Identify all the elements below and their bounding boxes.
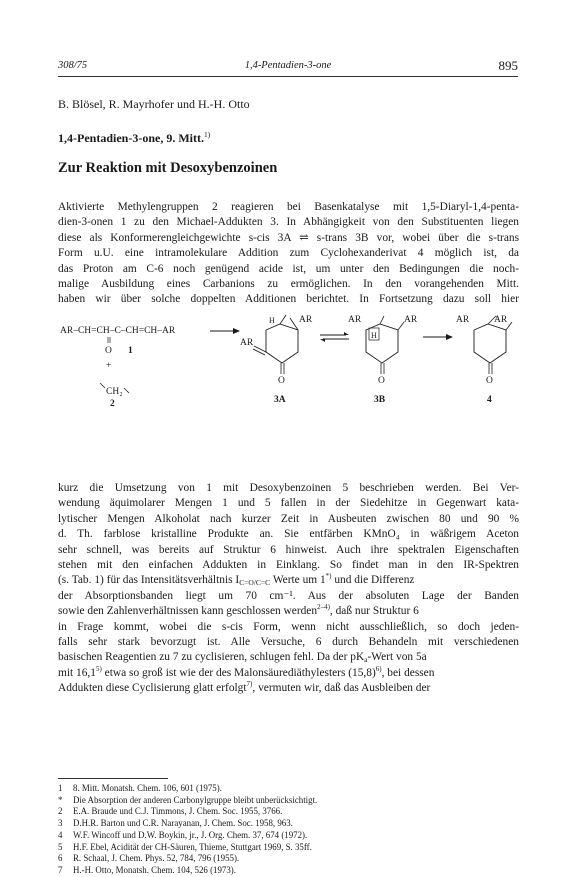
series-title (58, 130, 210, 146)
text-line: stehen mit den einfachen Addukten in Einklang. So findet man in den IR-Spektren (58, 559, 519, 572)
footnote-mark: 2 (58, 806, 63, 817)
text-run: basischen Reagentien zu 7 zu cyclisieren, schlugen fehl. Da der pK (58, 651, 365, 664)
footnote-text: W.F. Wincoff und D.W. Boykin, jr., J. Org. Chem. 37, 674 (1972). (73, 829, 308, 840)
subscript: C=O/C=C (239, 578, 271, 588)
text-run: , vermuten wir, daß das Ausbleiben der (252, 682, 431, 695)
reaction-scheme-drawing (58, 310, 519, 480)
text-line: kurz die Umsetzung von 1 mit Desoxybenzoinen 5 beschrieben werden. Bei Ver- (58, 482, 519, 494)
text-line (58, 681, 519, 696)
reaction-scheme (58, 310, 519, 480)
aryl-label: AR (494, 315, 508, 325)
footnote-ref: 7) (246, 680, 253, 689)
journal-code: 308/75 (58, 60, 88, 71)
authors: B. Blösel, R. Mayrhofer und H.-H. Otto (58, 97, 250, 111)
text-run: und die Differenz (331, 574, 415, 587)
footnote-text: H.-H. Otto, Monatsh. Chem. 104, 526 (1973). (73, 864, 236, 875)
structure-4 (456, 315, 512, 405)
footnote-ref: 6) (375, 664, 382, 673)
text-line (58, 666, 519, 681)
reactant-formula: AR–CH=CH–C–CH=CH–AR (60, 326, 176, 336)
subscript: a (364, 655, 368, 665)
footnote-text: E.A. Braude und C.J. Timmons, J. Chem. Soc. 1955, 3766. (73, 806, 283, 817)
text-line: dien-3-onen 1 zu den Michael-Addukten 3. In Abhängigkeit von den Substituenten liegen (58, 216, 519, 229)
oxygen-label: O (378, 376, 385, 386)
label-2: 2 (110, 399, 115, 409)
label-3A: 3A (274, 395, 286, 405)
section-title: Zur Reaktion mit Desoxybenzoinen (58, 160, 278, 176)
label-1: 1 (128, 346, 133, 356)
text-line: diese als Konformerengleichgewichte s-cis 3A ⇌ s-trans 3B vor, wobei über die s-trans (58, 231, 519, 244)
reaction-arrow (210, 328, 240, 334)
text-line: Form u.U. eine intramolekulare Addition zum Cyclohexanderivat 4 möglich ist, da (58, 247, 519, 260)
footnote-mark: 3 (58, 818, 63, 829)
text-line: Aktivierte Methylengruppen 2 reagieren bei Basenkatalyse mit 1,5-Diaryl-1,4-penta- (58, 201, 519, 213)
header-rule (58, 76, 518, 77)
footnote-mark: * (58, 794, 63, 805)
label-3B: 3B (374, 395, 386, 405)
plus-sign: + (106, 361, 112, 371)
text-run: mit 16,1 (58, 666, 96, 679)
aryl-label: AR (240, 338, 254, 348)
footnote-mark: 5 (58, 841, 63, 852)
text-line (58, 573, 519, 588)
text-line: das Proton am C-6 noch genügend acide ist, um unter den Bedingungen die noch- (58, 262, 519, 275)
structure-3A (240, 315, 313, 405)
footnote-mark: 4 (58, 829, 63, 840)
footnote-mark: 6 (58, 853, 63, 864)
footnote-text: H.F. Ebel, Acidität der CH-Säuren, Thieme, Stuttgart 1969, S. 35ff. (73, 841, 312, 852)
text-line: in Frage kommt, wobei die s-cis Form, wenn nicht ausschließlich, so doch jeden- (58, 620, 519, 633)
ch2-bond (100, 383, 105, 388)
text-line (58, 604, 519, 619)
label-4: 4 (487, 395, 492, 405)
ch2-bond (124, 388, 129, 393)
text-line: haben wir über solche doppelten Additionen berichtet. In Fortsetzung dazu soll hier (58, 293, 519, 306)
text-run: -Wert von 5a (367, 651, 427, 664)
footnote-text: D.H.R. Barton und C.R. Narayanan, J. Chem. Soc. 1958, 963. (73, 818, 293, 829)
text-run: Werte um 1 (270, 574, 326, 587)
reaction-arrow (423, 334, 453, 340)
running-title: 1,4-Pentadien-3-one (244, 60, 332, 71)
text-run: , bei dessen (381, 666, 435, 679)
text-line: lytischer Mengen Alkoholat nach kurzer Zeit in Ausbeuten zwischen 80 und 90 % (58, 512, 519, 525)
methylene-group: CH₂ (106, 387, 123, 397)
oxygen-label: O (486, 376, 493, 386)
footnote (58, 818, 528, 830)
footnote (58, 830, 528, 842)
footnote-text: R. Schaal, J. Chem. Phys. 52, 784, 796 (1955). (73, 853, 240, 864)
text-run: (s. Tab. 1) für das Intensitätsverhältnis I (58, 574, 240, 587)
equilibrium-arrows (320, 332, 349, 342)
structure-3B (348, 315, 418, 405)
text-run: Addukten diese Cyclisierung glatt erfolgt (58, 682, 247, 695)
footnote-rule (58, 778, 168, 779)
footnote-ref: 5) (95, 664, 102, 673)
footnote (58, 842, 528, 854)
footnote-text: Die Absorption der anderen Carbonylgruppe bleibt unberücksichtigt. (73, 794, 318, 805)
series-text: 1,4-Pentadien-3-one, 9. Mitt. (58, 131, 204, 145)
proton-label: H (269, 316, 275, 325)
text-line: malige Ausbildung eines Carbanions zu ermöglichen. In den vorangehenden Mitt. (58, 278, 519, 291)
text-line: wendung äquimolarer Mengen 1 und 5 fallen in der Siedehitze in Gegenwart kata- (58, 497, 519, 510)
text-line: falls sehr stark bevorzugt ist. Alle Versuche, 6 durch Behandeln mit verschiedenen (58, 636, 519, 649)
paragraph-2 (58, 481, 519, 697)
reactant-oxygen: O (105, 346, 112, 356)
footnote-mark: 7 (58, 864, 63, 875)
footnote-text: 8. Mitt. Monatsh. Chem. 106, 601 (1975). (73, 783, 222, 793)
paragraph-1 (58, 200, 519, 308)
text-run: etwa so groß ist wie der des Malonsäurediäthylesters (15,8) (101, 666, 376, 679)
footnote-ref: *) (325, 572, 332, 581)
oxygen-label: O (278, 376, 285, 386)
footnotes (58, 783, 528, 877)
text-line (58, 650, 519, 665)
page-number: 895 (498, 58, 518, 73)
text-run: , daß nur Struktur 6 (329, 605, 419, 618)
footnote-ref: 2–4) (317, 603, 330, 612)
footnote (58, 783, 528, 795)
aryl-label: AR (299, 315, 313, 325)
proton-label: H (371, 331, 377, 340)
aryl-label: AR (404, 315, 418, 325)
text-line: d. Th. farblose kristalline Produkte an. Sie entfärben KMnO₄ in wäßrigem Aceton (58, 528, 519, 541)
aryl-label: AR (456, 315, 470, 325)
footnote (58, 806, 528, 818)
text-run: sowie den Zahlenverhältnissen kann geschlossen werden (58, 605, 318, 618)
text-line: der Absorptionsbanden liegt um 70 cm⁻¹. Aus der absoluten Lage der Banden (58, 589, 519, 602)
footnote (58, 795, 528, 807)
text-line: sehr schnell, was bereits auf Struktur 6 hinweist. Auch ihre spektralen Eigenschaften (58, 543, 519, 556)
running-head (58, 58, 518, 74)
footnote (58, 853, 528, 865)
series-ref: 1) (203, 130, 211, 139)
footnote-mark: 1 (58, 783, 63, 793)
aryl-label: AR (348, 315, 362, 325)
footnote (58, 865, 528, 877)
